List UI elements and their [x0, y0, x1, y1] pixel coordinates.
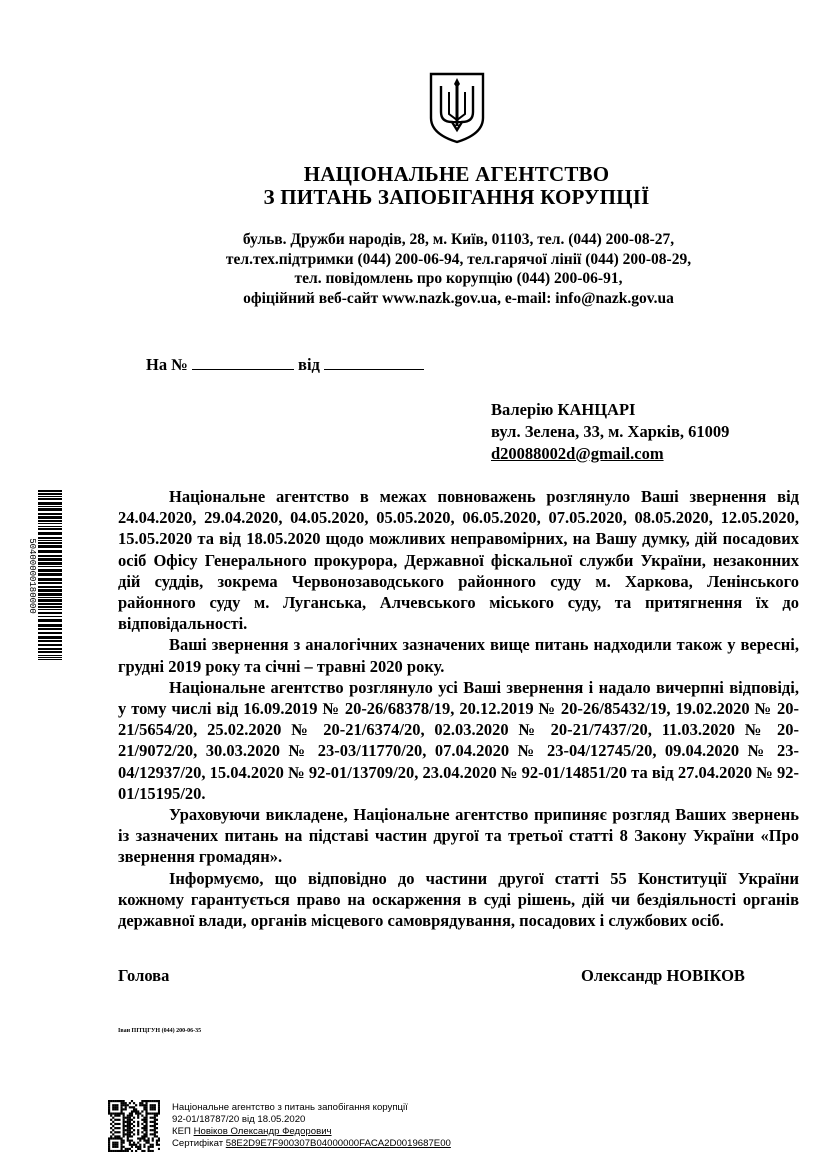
- reference-number-blank: [192, 355, 294, 370]
- contact-address: бульв. Дружби народів, 28, м. Київ, 01103, тел. (044) 200-08-27,: [242, 231, 675, 248]
- addressee-name: Валерію КАНЦАРІ: [491, 400, 636, 419]
- coat-of-arms-emblem: [428, 72, 486, 144]
- reference-line: [146, 355, 424, 375]
- qr-code: [108, 1100, 160, 1152]
- reference-number-label: На №: [146, 355, 188, 374]
- body-paragraph: Ураховуючи викладене, Національне агентство припиняє розгляд Ваших звернень із зазначених питань на підставі частин другої та третьої статті 8 Закону України «Про звернення громадян».: [118, 805, 799, 867]
- reference-date-label: від: [298, 355, 320, 374]
- body-paragraph: Національне агентство розглянуло усі Ваші звернення і надало вичерпні відповіді, у тому числі від 16.09.2019 № 20-26/68378/19, 20.12.2019 № 20-26/85432/19, 19.02.2020 № 20-21/5654/20, 25.02.2020 № 20-21/6374/20, 02.03.2020 № 20-21/7437/20, 11.03.2020 № 20-21/9072/20, 30.03.2020 № 23-03/11770/20, 07.04.2020 № 23-04/12745/20, 09.04.2020 № 23-04/12937/20, 15.04.2020 № 92-01/13709/20, 23.04.2020 № 92-01/14851/20 та від 27.04.2020 № 92-01/15195/20.: [118, 677, 799, 803]
- footer-signer: [172, 1126, 451, 1138]
- signatory-title: Голова: [118, 966, 170, 985]
- agency-name-line2: З ПИТАНЬ ЗАПОБІГАННЯ КОРУПЦІЇ: [263, 185, 650, 209]
- side-barcode: [24, 490, 64, 662]
- footer-doc-number: 92-01/18787/20 від 18.05.2020: [172, 1114, 306, 1125]
- footer-agency: Національне агентство з питань запобігання корупції: [172, 1102, 408, 1113]
- footer-certificate: [172, 1138, 451, 1150]
- agency-name-line1: НАЦІОНАЛЬНЕ АГЕНТСТВО: [303, 162, 610, 186]
- body-paragraph: Ваші звернення з аналогічних зазначених вище питань надходили також у вересні, грудні 2019 року та січні – травні 2020 року.: [118, 635, 799, 676]
- e-signature-footer: [172, 1102, 451, 1150]
- footer-signer-label: КЕП: [172, 1126, 191, 1137]
- body-paragraph: Національне агентство в межах повноважень розглянуло Ваші звернення від 24.04.2020, 29.04.2020, 04.05.2020, 05.05.2020, 06.05.2020, 07.05.2020, 08.05.2020, 12.05.2020, 15.05.2020 та від 18.05.2020 щодо можливих неправомірних, на Вашу думку, дій посадових осіб Офісу Генерального прокурора, Державної фіскальної служби України, незаконних дій суддів, зокрема Червонозаводського районного суду м. Харкова, Ленінського районного суду м. Луганська, Алчевського міського суду, та притягнення їх до відповідальності.: [118, 487, 799, 634]
- side-barcode-text: 50400000180000: [27, 538, 37, 614]
- body-paragraph: Інформуємо, що відповідно до частини другої статті 55 Конституції України кожному гарантується право на оскарження в суді рішень, дій чи бездіяльності органів державної влади, органів місцевого самоврядування, посадових і службових осіб.: [118, 868, 799, 931]
- addressee-email[interactable]: d20088002d@gmail.com: [491, 444, 664, 463]
- executor-note: Іван ПІТЦГУН (044) 200-06-35: [118, 1028, 202, 1034]
- reference-date-blank: [324, 355, 424, 370]
- contact-website: офіційний веб-сайт www.nazk.gov.ua, e-mail: info@nazk.gov.ua: [243, 290, 674, 307]
- footer-certificate-label: Сертифікат: [172, 1138, 224, 1149]
- footer-signer-name: Новіков Олександр Федорович: [193, 1126, 332, 1137]
- contact-corruption-phone: тел. повідомлень про корупцію (044) 200-06-91,: [294, 270, 623, 287]
- footer-certificate-value: 58E2D9E7F900307B04000000FACA2D0019687E00: [225, 1138, 451, 1149]
- letter-body: [118, 486, 799, 931]
- contact-phones: тел.тех.підтримки (044) 200-06-94, тел.гарячої лінії (044) 200-08-29,: [225, 251, 692, 268]
- addressee-street: вул. Зелена, 33, м. Харків, 61009: [491, 422, 730, 441]
- signatory-name: Олександр НОВІКОВ: [581, 966, 745, 985]
